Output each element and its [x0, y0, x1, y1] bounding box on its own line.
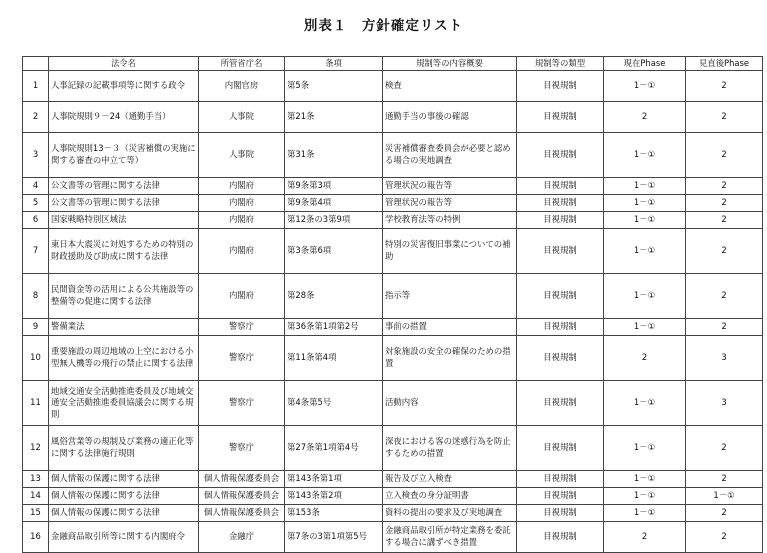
cell-article: 第9条第4項	[285, 195, 383, 212]
cell-summary: 報告及び立入検査	[383, 471, 517, 488]
cell-law-name: 地域交通安全活動推進委員及び地域交通安全活動推進委員協議会に関する規則	[49, 381, 199, 426]
cell-article: 第143条第2項	[285, 488, 383, 505]
table-row	[23, 471, 763, 488]
cell-article: 第3条第6項	[285, 229, 383, 274]
cell-summary: 検査	[383, 71, 517, 102]
cell-current-phase: 1－①	[604, 381, 686, 426]
cell-after-phase: 2	[686, 426, 763, 471]
cell-after-phase: 1－①	[686, 488, 763, 505]
header-type: 規制等の類型	[517, 57, 604, 71]
cell-summary: 資料の提出の要求及び実地調査	[383, 505, 517, 522]
cell-type: 目視規制	[517, 488, 604, 505]
table-row	[23, 319, 763, 336]
cell-current-phase: 2	[604, 102, 686, 133]
table-row	[23, 212, 763, 229]
cell-current-phase: 1－①	[604, 133, 686, 178]
cell-article: 第7条の3第1項第5号	[285, 522, 383, 553]
cell-law-name: 個人情報の保護に関する法律	[49, 488, 199, 505]
table-row	[23, 178, 763, 195]
cell-type: 目視規制	[517, 229, 604, 274]
cell-ministry: 内閣府	[199, 195, 285, 212]
cell-number: 13	[23, 471, 49, 488]
cell-ministry: 警察庁	[199, 336, 285, 381]
policy-table	[22, 56, 763, 553]
cell-ministry: 内閣府	[199, 178, 285, 195]
table-row	[23, 426, 763, 471]
cell-article: 第9条第3項	[285, 178, 383, 195]
cell-type: 目視規制	[517, 426, 604, 471]
cell-ministry: 内閣府	[199, 212, 285, 229]
cell-type: 目視規制	[517, 178, 604, 195]
table-row	[23, 522, 763, 553]
cell-current-phase: 1－①	[604, 505, 686, 522]
cell-article: 第12条の3第9項	[285, 212, 383, 229]
cell-law-name: 人事院規則９－24（通勤手当）	[49, 102, 199, 133]
cell-after-phase: 2	[686, 71, 763, 102]
cell-after-phase: 2	[686, 229, 763, 274]
table-row	[23, 71, 763, 102]
cell-ministry: 人事院	[199, 102, 285, 133]
cell-number: 2	[23, 102, 49, 133]
header-summary: 規制等の内容概要	[383, 57, 517, 71]
cell-article: 第153条	[285, 505, 383, 522]
cell-summary: 通勤手当の事後の確認	[383, 102, 517, 133]
cell-article: 第31条	[285, 133, 383, 178]
cell-type: 目視規制	[517, 522, 604, 553]
table-row	[23, 229, 763, 274]
cell-law-name: 風俗営業等の規制及び業務の適正化等に関する法律施行規則	[49, 426, 199, 471]
cell-current-phase: 1－①	[604, 471, 686, 488]
cell-after-phase: 3	[686, 381, 763, 426]
cell-law-name: 東日本大震災に対処するための特別の財政援助及び助成に関する法律	[49, 229, 199, 274]
cell-type: 目視規制	[517, 102, 604, 133]
cell-current-phase: 1－①	[604, 488, 686, 505]
cell-type: 目視規制	[517, 381, 604, 426]
cell-summary: 対象施設の安全の確保のための措置	[383, 336, 517, 381]
cell-type: 目視規制	[517, 336, 604, 381]
cell-type: 目視規制	[517, 212, 604, 229]
cell-number: 9	[23, 319, 49, 336]
table-row	[23, 133, 763, 178]
cell-article: 第36条第1項第2号	[285, 319, 383, 336]
cell-after-phase: 2	[686, 178, 763, 195]
cell-ministry: 警察庁	[199, 381, 285, 426]
header-article: 条項	[285, 57, 383, 71]
cell-ministry: 個人情報保護委員会	[199, 471, 285, 488]
cell-after-phase: 2	[686, 522, 763, 553]
cell-type: 目視規制	[517, 319, 604, 336]
cell-summary: 特別の災害復旧事業についての補助	[383, 229, 517, 274]
cell-current-phase: 2	[604, 336, 686, 381]
cell-current-phase: 1－①	[604, 319, 686, 336]
cell-law-name: 個人情報の保護に関する法律	[49, 505, 199, 522]
cell-law-name: 警備業法	[49, 319, 199, 336]
cell-summary: 指示等	[383, 274, 517, 319]
cell-after-phase: 2	[686, 133, 763, 178]
cell-article: 第143条第1項	[285, 471, 383, 488]
cell-article: 第27条第1項第4号	[285, 426, 383, 471]
cell-after-phase: 2	[686, 505, 763, 522]
cell-current-phase: 1－①	[604, 426, 686, 471]
cell-article: 第5条	[285, 71, 383, 102]
cell-current-phase: 2	[604, 522, 686, 553]
cell-after-phase: 2	[686, 212, 763, 229]
cell-type: 目視規制	[517, 471, 604, 488]
cell-number: 5	[23, 195, 49, 212]
cell-number: 4	[23, 178, 49, 195]
cell-after-phase: 3	[686, 336, 763, 381]
table-row	[23, 102, 763, 133]
cell-ministry: 金融庁	[199, 522, 285, 553]
cell-current-phase: 1－①	[604, 212, 686, 229]
page-title: 別表１ 方針確定リスト	[303, 18, 464, 34]
cell-number: 16	[23, 522, 49, 553]
header-after-phase: 見直後Phase	[686, 57, 763, 71]
cell-summary: 災害補償審査委員会が必要と認める場合の実地調査	[383, 133, 517, 178]
cell-summary: 事前の措置	[383, 319, 517, 336]
cell-number: 11	[23, 381, 49, 426]
cell-after-phase: 2	[686, 319, 763, 336]
cell-after-phase: 2	[686, 195, 763, 212]
table-row	[23, 488, 763, 505]
cell-law-name: 公文書等の管理に関する法律	[49, 178, 199, 195]
cell-current-phase: 1－①	[604, 274, 686, 319]
cell-ministry: 個人情報保護委員会	[199, 505, 285, 522]
header-current-phase: 現在Phase	[604, 57, 686, 71]
cell-ministry: 内閣官房	[199, 71, 285, 102]
cell-number: 15	[23, 505, 49, 522]
cell-summary: 管理状況の報告等	[383, 195, 517, 212]
cell-number: 7	[23, 229, 49, 274]
cell-current-phase: 1－①	[604, 178, 686, 195]
cell-law-name: 民間資金等の活用による公共施設等の整備等の促進に関する法律	[49, 274, 199, 319]
cell-summary: 深夜における客の迷惑行為を防止するための措置	[383, 426, 517, 471]
cell-summary: 立入検査の身分証明書	[383, 488, 517, 505]
cell-ministry: 内閣府	[199, 274, 285, 319]
cell-article: 第11条第4項	[285, 336, 383, 381]
cell-summary: 管理状況の報告等	[383, 178, 517, 195]
cell-type: 目視規制	[517, 505, 604, 522]
table-row	[23, 505, 763, 522]
cell-type: 目視規制	[517, 71, 604, 102]
header-law-name: 法令名	[49, 57, 199, 71]
cell-number: 6	[23, 212, 49, 229]
table-row	[23, 381, 763, 426]
cell-current-phase: 1－①	[604, 71, 686, 102]
cell-summary: 金融商品取引所が特定業務を委託する場合に講ずべき措置	[383, 522, 517, 553]
cell-ministry: 警察庁	[199, 426, 285, 471]
cell-after-phase: 2	[686, 471, 763, 488]
cell-number: 1	[23, 71, 49, 102]
cell-law-name: 人事記録の記載事項等に関する政令	[49, 71, 199, 102]
cell-law-name: 国家戦略特別区域法	[49, 212, 199, 229]
table-row	[23, 336, 763, 381]
cell-law-name: 公文書等の管理に関する法律	[49, 195, 199, 212]
cell-law-name: 金融商品取引所等に関する内閣府令	[49, 522, 199, 553]
table-header-row	[23, 57, 763, 71]
cell-type: 目視規制	[517, 274, 604, 319]
cell-current-phase: 1－①	[604, 195, 686, 212]
cell-after-phase: 2	[686, 274, 763, 319]
cell-article: 第4条第5号	[285, 381, 383, 426]
cell-ministry: 個人情報保護委員会	[199, 488, 285, 505]
cell-number: 12	[23, 426, 49, 471]
cell-law-name: 人事院規則13－３（災害補償の実施に関する審査の申立て等）	[49, 133, 199, 178]
cell-summary: 活動内容	[383, 381, 517, 426]
cell-article: 第28条	[285, 274, 383, 319]
header-ministry: 所管省庁名	[199, 57, 285, 71]
cell-after-phase: 2	[686, 102, 763, 133]
cell-ministry: 人事院	[199, 133, 285, 178]
cell-current-phase: 1－①	[604, 229, 686, 274]
cell-article: 第21条	[285, 102, 383, 133]
cell-ministry: 内閣府	[199, 229, 285, 274]
cell-number: 10	[23, 336, 49, 381]
header-number	[23, 57, 49, 71]
table-row	[23, 274, 763, 319]
cell-number: 8	[23, 274, 49, 319]
cell-type: 目視規制	[517, 195, 604, 212]
cell-number: 3	[23, 133, 49, 178]
cell-law-name: 重要施設の周辺地域の上空における小型無人機等の飛行の禁止に関する法律	[49, 336, 199, 381]
cell-number: 14	[23, 488, 49, 505]
cell-summary: 学校教育法等の特例	[383, 212, 517, 229]
table-row	[23, 195, 763, 212]
cell-law-name: 個人情報の保護に関する法律	[49, 471, 199, 488]
cell-type: 目視規制	[517, 133, 604, 178]
cell-ministry: 警察庁	[199, 319, 285, 336]
